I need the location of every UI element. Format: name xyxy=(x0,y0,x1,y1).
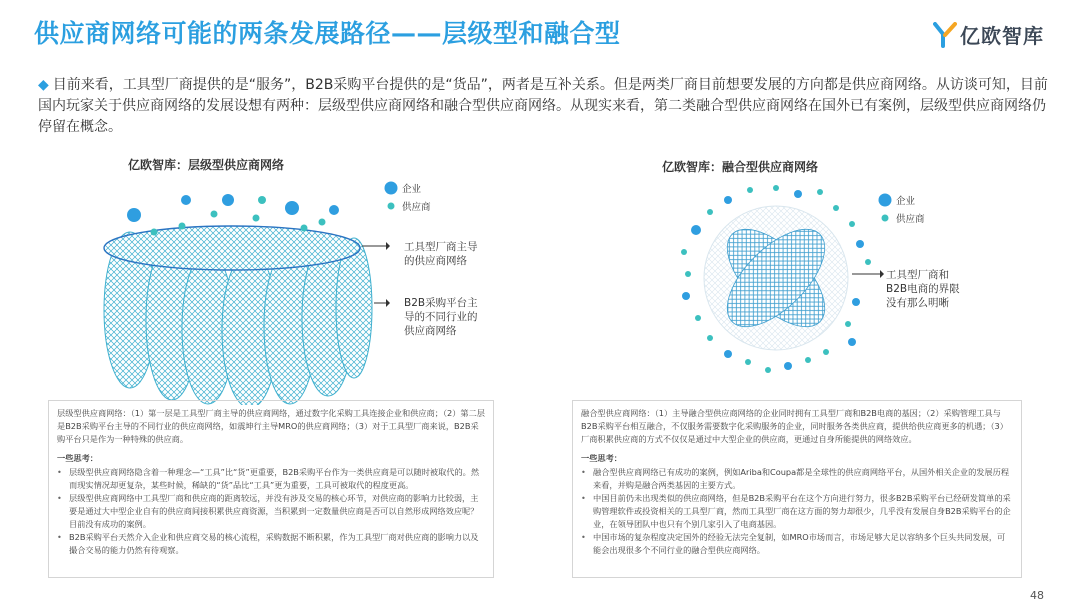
logo-text: 亿欧智库 xyxy=(960,24,1044,48)
left-thoughts-title: 一些思考： xyxy=(57,453,98,463)
legend-supplier: 供应商 xyxy=(896,214,925,225)
page-number: 48 xyxy=(1030,589,1044,602)
right-description-box xyxy=(572,400,1022,578)
callout-boundary: 工具型厂商和 B2B电商的界限 没有那么明晰 xyxy=(886,269,960,309)
right-thoughts-title: 一些思考： xyxy=(581,453,622,463)
enterprise-dot-icon xyxy=(384,181,402,195)
supplier-dot-icon xyxy=(878,211,896,225)
right-legend xyxy=(878,192,925,226)
tool-vendor-network xyxy=(104,226,360,270)
diamond-bullet-icon: ◆ xyxy=(38,77,49,93)
legend-supplier: 供应商 xyxy=(402,202,431,213)
legend-enterprise: 企业 xyxy=(402,184,422,195)
logo-icon xyxy=(933,22,957,48)
logo xyxy=(933,20,1044,49)
page-title: 供应商网络可能的两条发展路径——层级型和融合型 xyxy=(34,19,621,48)
supplier-dot-icon xyxy=(384,199,402,213)
intro-text: 目前来看，工具型厂商提供的是“服务”，B2B采购平台提供的是“货品”，两者是互补关系。但是两类厂商目前想要发展的方向都是供应商网络。从访谈可知，目前国内玩家关于供应商网络的发展设想有两种：层级型供应商网络和融合型供应商网络。从现实来看，第二类融合型供应商网络在国外已有案例，层级型供应商网络仍停留在概念。 xyxy=(38,77,1048,135)
left-figure-title: 亿欧智库：层级型供应商网络 xyxy=(128,158,285,172)
left-legend xyxy=(384,180,431,214)
left-description-box xyxy=(48,400,494,578)
enterprise-dot-icon xyxy=(878,193,896,207)
right-summary: 融合型供应商网络：（1）主导融合型供应商网络的企业同时拥有工具型厂商和B2B电商的基因；（2）采购管理工具与B2B采购平台相互融合，不仅服务需要数字化采购服务的企业，同时服务各类供应商，提供给供应商更多的机遇；（3）厂商积累供应商的方式不仅仅是通过中大型企业的供应商，更通过自身所能提供的网络效应。 xyxy=(581,408,1008,444)
callout-tool-network: 工具型厂商主导 的供应商网络 xyxy=(404,241,478,267)
converged-network-diagram xyxy=(676,178,886,380)
callout-b2b-network: B2B采购平台主 导的不同行业的 供应商网络 xyxy=(404,297,478,337)
list-item: • 层级型供应商网络中工具型厂商和供应商的距离较远，并没有涉及交易的核心环节，对供应商的影响力比较弱，主要是通过大中型企业自有的供应商间接积累供应商资源，当积累到一定数量供应商是否可以自然形成网络效应呢？目前没有成功的案例。 xyxy=(57,492,485,531)
list-item: • 融合型供应商网络已有成功的案例，例如Ariba和Coupa都是全球性的供应商网络平台，从国外相关企业的发展历程来看，并购是融合两类基因的主要方式。 xyxy=(581,466,1013,492)
list-item: • 中国市场的复杂程度决定国外的经验无法完全复制，如MRO市场而言，市场足够大足以容纳多个巨头共同发展，可能会出现很多个不同行业的融合型供应商网络。 xyxy=(581,531,1013,557)
left-summary: 层级型供应商网络：（1）第一层是工具型厂商主导的供应商网络，通过数字化采购工具连接企业和供应商；（2）第二层是B2B采购平台主导的不同行业的供应商网络，如震坤行主导MRO的供应商网络；（3）对于工具型厂商来说，B2B采购平台只是作为一种特殊的供应商。 xyxy=(57,408,485,444)
intro-paragraph xyxy=(38,75,1050,138)
list-item: • B2B采购平台天然介入企业和供应商交易的核心流程，采购数据不断积累，作为工具型厂商对供应商的影响力以及撮合交易的能力仍然有待观察。 xyxy=(57,531,485,557)
right-figure-title: 亿欧智库：融合型供应商网络 xyxy=(662,160,819,174)
list-item: • 中国目前仍未出现类似的供应商网络，但是B2B采购平台在这个方向进行努力，很多B2B采购平台已经研发简单的采购管理软件或投资相关的工具型厂商，然而工具型厂商在这方面的努力却很少，几乎没有发展自身B2B采购平台的企业，在领导团队中也只有个别几家引入了电商基因。 xyxy=(581,492,1013,531)
legend-enterprise: 企业 xyxy=(896,196,916,207)
right-thoughts-list xyxy=(581,466,1013,557)
hierarchical-network-diagram xyxy=(90,170,390,405)
left-thoughts-list xyxy=(57,466,485,557)
list-item: • 层级型供应商网络隐含着一种理念—“工具”比“货”更重要，B2B采购平台作为一类供应商是可以随时被取代的。然而现实情况却更复杂，某些时候，稀缺的“货”品比“工具”更为重要，工具可被取代的程度更高。 xyxy=(57,466,485,492)
